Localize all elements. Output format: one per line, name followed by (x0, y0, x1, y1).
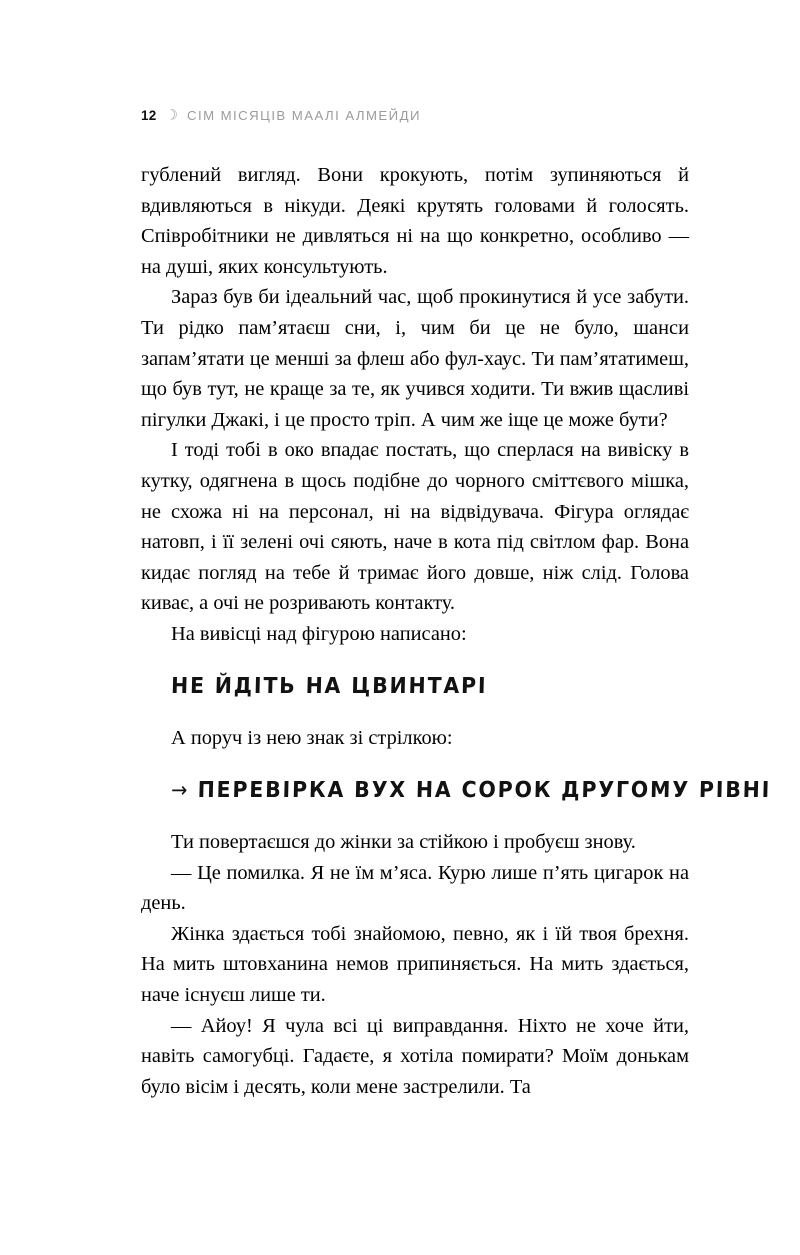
page-number: 12 (141, 108, 157, 123)
spacer (141, 806, 689, 827)
paragraph: — Айоу! Я чула всі ці виправдання. Ніхто не хоче йти, навіть самогубці. Гадаєте, я хотіла помирати? Моїм донькам було вісім і десять, коли мене застрелили. Та (141, 1014, 689, 1098)
sign-text: ПЕРЕВІРКА ВУХ НА СОРОК ДРУГОМУ РІВНІ (197, 778, 772, 804)
paragraph: Ти повертаєшся до жінки за стійкою і пробуєш знову. (171, 831, 636, 854)
paragraph: Зараз був би ідеальний час, щоб прокинутися й усе забути. Ти рідко пам’ятаєш сни, і, чим би це не було, шанси запам’ятати це менші за флеш або фул-хаус. Ти пам’ятатимеш, що був тут, не краще за те, як учився ходити. Ти вжив щасливі пігулки Джакі, і це просто тріп. А чим же іще це може бути? (141, 286, 689, 431)
crescent-moon-icon: ☽ (165, 108, 178, 124)
sign-text-with-arrow (170, 775, 772, 806)
sign-ear-check (141, 775, 772, 806)
sign-no-cemetery (141, 672, 689, 702)
running-header (141, 108, 689, 130)
paragraph: А поруч із нею знак зі стрілкою: (171, 726, 453, 749)
book-title: СІМ МІСЯЦІВ МААЛІ АЛМЕЙДИ (186, 108, 421, 123)
arrow-right-icon: → (170, 778, 188, 803)
paragraph: — Це помилка. Я не їм м’яса. Курю лише п’ять цигарок на день. (141, 861, 689, 915)
paragraph: гублений вигляд. Вони крокують, потім зупиняються й вдивляються в нікуди. Деякі крутять головами й голосять. Співробітники не дивляться ні на що конкретно, особливо — на душі, яких консультують. (141, 164, 689, 278)
spacer (141, 753, 689, 775)
sign-text: НЕ ЙДІТЬ НА ЦВИНТАРІ (170, 673, 488, 699)
paragraph: Жінка здається тобі знайомою, певно, як і їй твоя брехня. На мить штовханина немов припиняється. На мить здається, наче існуєш лише ти. (141, 922, 689, 1007)
spacer (141, 650, 689, 672)
spacer (141, 702, 689, 723)
paragraph: І тоді тобі в око впадає постать, що сперлася на вивіску в кутку, одягнена в щось подібне до чорного сміттєвого мішка, не схожа ні на персонал, ні на відвідувача. Фігура оглядає натовп, і її зелені очі сяють, наче в кота під світлом фар. Вона кидає погляд на тебе й тримає його довше, ніж слід. Голова киває, а очі не розривають контакту. (141, 439, 689, 615)
paragraph: На вивісці над фігурою написано: (171, 622, 467, 645)
text-column (141, 160, 772, 1102)
